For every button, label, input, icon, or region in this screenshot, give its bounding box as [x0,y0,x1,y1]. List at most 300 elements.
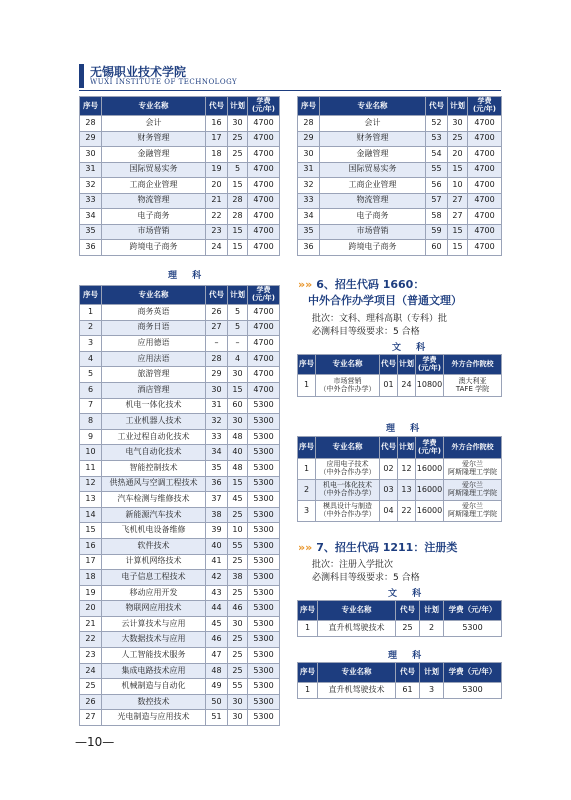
col-no: 序号 [80,286,102,305]
table-cell: 19 [80,585,102,601]
section-7-batch: 批次：注册入学批次 [312,560,394,570]
table-cell: 54 [426,147,448,163]
table-row [80,663,280,679]
table-cell: 22 [206,209,228,225]
table-cell: 直升机驾驶技术 [318,683,396,699]
table-cell: 25 [228,632,248,648]
table-cell: 20 [448,147,468,163]
table-cell: 7 [80,398,102,414]
table-cell: 31 [80,162,102,178]
table-row [80,398,280,414]
table-row [298,147,502,163]
section-6-batch: 批次：文科、理科高职（专科）批 [312,314,448,324]
table-cell: 5300 [248,538,280,554]
table-cell: 4700 [468,178,502,194]
table-cell: 金融管理 [320,147,426,163]
table-cell: 18 [206,147,228,163]
col-fee: 学费 (元/年) [248,97,280,116]
table-cell: 2 [80,320,102,336]
table-cell: 15 [228,240,248,256]
table-row [298,131,502,147]
table-row [80,178,280,194]
table-cell: 28 [80,116,102,132]
table-row [80,601,280,617]
table-cell: 5300 [248,460,280,476]
table-row [80,193,280,209]
table-cell: 45 [228,492,248,508]
wenke-label-7: 文 科 [388,589,428,599]
table-cell: 国际贸易实务 [320,162,426,178]
table-cell: 40 [206,538,228,554]
table-row [80,240,280,256]
col-code: 代号 [396,601,420,621]
table-cell: 跨境电子商务 [102,240,206,256]
table-row [80,116,280,132]
table-cell: 物联网应用技术 [102,601,206,617]
table-cell: 5300 [248,429,280,445]
table-cell: 13 [398,480,416,501]
table-cell: 5300 [248,585,280,601]
table-cell: 15 [448,162,468,178]
table-cell: 46 [228,601,248,617]
col-no: 序号 [298,663,318,683]
table-row [298,178,502,194]
table-cell: 5300 [248,476,280,492]
table-6-wenke [297,354,502,397]
table-cell: 30 [228,616,248,632]
table-cell: 14 [80,507,102,523]
col-plan: 计划 [228,286,248,305]
table-cell: 46 [206,632,228,648]
table-cell: 数控技术 [102,694,206,710]
col-code: 代号 [426,97,448,116]
table-cell: 28 [298,116,320,132]
table-cell: 11 [80,460,102,476]
table-cell: 30 [448,116,468,132]
table-cell: 49 [206,679,228,695]
table-row [80,209,280,225]
table-cell: 02 [380,459,398,480]
table-cell: 60 [228,398,248,414]
col-plan: 计划 [398,437,416,459]
table-cell: 37 [206,492,228,508]
col-fee: 学费 (元/年) [468,97,502,116]
table-cell: 供热通风与空调工程技术 [102,476,206,492]
table-row [80,492,280,508]
table-cell: 工业机器人技术 [102,414,206,430]
table-row [298,459,502,480]
table-cell: 计算机网络技术 [102,554,206,570]
table-cell: 澳大利亚 TAFE 学院 [444,375,502,397]
table-cell: 2 [298,480,316,501]
table-cell: 4 [228,351,248,367]
table-cell: 36 [298,240,320,256]
table-cell: 34 [298,209,320,225]
table-cell: 9 [80,429,102,445]
table-cell: 32 [206,414,228,430]
table-cell: 15 [448,240,468,256]
table-cell: 国际贸易实务 [102,162,206,178]
table-row [298,240,502,256]
table-cell: 电气自动化技术 [102,445,206,461]
table-cell: 会计 [102,116,206,132]
table-row [298,375,502,397]
table-cell: 电子商务 [102,209,206,225]
table-cell: 4700 [248,162,280,178]
table-cell: 4700 [248,351,280,367]
table-cell: 57 [426,193,448,209]
table-cell: 飞机机电设备维修 [102,523,206,539]
table-cell: 4700 [248,240,280,256]
table-cell: 人工智能技术服务 [102,648,206,664]
table-cell: 28 [206,351,228,367]
table-cell: 5300 [248,570,280,586]
table-wenke-continued-left [79,96,280,256]
table-row [80,679,280,695]
col-partner: 外方合作院校 [444,437,502,459]
table-cell: 16000 [416,480,444,501]
col-fee: 学费 (元/年) [416,355,444,375]
col-plan: 计划 [228,97,248,116]
table-cell: 30 [80,147,102,163]
table-cell: 1 [80,305,102,321]
table-row [80,710,280,726]
table-cell: 商务英语 [102,305,206,321]
table-row [298,501,502,522]
table-cell: 5300 [248,648,280,664]
table-cell: 30 [228,116,248,132]
table-cell: 45 [206,616,228,632]
col-no: 序号 [298,355,316,375]
table-cell: 61 [396,683,420,699]
section-6-subtitle: 中外合作办学项目（普通文理） [308,294,462,307]
table-cell: 28 [228,193,248,209]
table-cell: 25 [228,585,248,601]
table-cell: 5300 [248,398,280,414]
table-cell: 5 [228,162,248,178]
table-6-like [297,436,502,522]
table-cell: 1 [298,375,316,397]
table-cell: 15 [80,523,102,539]
table-wenke-continued-right [297,96,502,256]
table-cell: 41 [206,554,228,570]
table-cell: 会计 [320,116,426,132]
header-divider [79,90,501,91]
table-cell: 20 [80,601,102,617]
table-cell: 软件技术 [102,538,206,554]
school-title: 无锡职业技术学院 [90,65,187,79]
table-cell: 云计算技术与应用 [102,616,206,632]
table-cell: 物流管理 [320,193,426,209]
table-cell: 19 [206,162,228,178]
table-cell: 酒店管理 [102,382,206,398]
table-cell: 机械制造与自动化 [102,679,206,695]
wenke-label-6: 文 科 [392,343,432,353]
table-row [298,621,502,637]
col-fee: 学费 (元/年) [416,437,444,459]
table-row [80,632,280,648]
section-6-code: 6、招生代码 1660： [316,278,425,291]
table-cell: 5300 [248,694,280,710]
table-cell: 27 [448,193,468,209]
table-cell: 23 [206,224,228,240]
table-cell: 48 [228,429,248,445]
table-cell: 4700 [248,336,280,352]
table-cell: 财务管理 [320,131,426,147]
table-cell: 56 [426,178,448,194]
table-cell: 26 [206,305,228,321]
table-cell: 15 [448,224,468,240]
table-cell: 8 [80,414,102,430]
table-row [298,193,502,209]
table-cell: 4700 [468,162,502,178]
table-cell: 电子商务 [320,209,426,225]
table-cell: 44 [206,601,228,617]
table-7-like [297,662,502,699]
table-cell: 10 [80,445,102,461]
table-cell: 25 [228,554,248,570]
table-cell: 29 [298,131,320,147]
table-cell: 金融管理 [102,147,206,163]
table-row [80,648,280,664]
table-row [80,570,280,586]
col-fee: 学费（元/年） [444,663,502,683]
table-cell: 4700 [248,131,280,147]
table-row [80,554,280,570]
col-no: 序号 [298,97,320,116]
table-row [80,538,280,554]
table-cell: 35 [80,224,102,240]
section-7-code: 7、招生代码 1211：注册类 [316,541,458,554]
table-cell: 25 [396,621,420,637]
table-row [80,523,280,539]
table-row [80,336,280,352]
table-cell: 38 [228,570,248,586]
table-cell: 16 [80,538,102,554]
table-cell: – [206,336,228,352]
table-cell: 5 [228,320,248,336]
arrows-icon: »» [298,541,313,554]
table-cell: 59 [426,224,448,240]
table-cell: 1 [298,621,318,637]
table-cell: 应用法语 [102,351,206,367]
table-cell: 5300 [248,632,280,648]
table-cell: 38 [206,507,228,523]
table-cell: 28 [228,209,248,225]
table-cell: 5300 [248,616,280,632]
table-cell: 市场营销 [102,224,206,240]
logo-mark [79,64,84,88]
col-major: 专业名称 [318,663,396,683]
table-cell: 21 [206,193,228,209]
table-cell: 工业过程自动化技术 [102,429,206,445]
table-cell: 10 [448,178,468,194]
table-cell: 25 [448,131,468,147]
table-cell: 5300 [248,414,280,430]
table-cell: 55 [426,162,448,178]
table-cell: 3 [80,336,102,352]
table-cell: 集成电路技术应用 [102,663,206,679]
table-cell: 50 [206,694,228,710]
table-row [80,694,280,710]
col-fee: 学费 (元/年) [248,286,280,305]
table-cell: 30 [228,414,248,430]
school-subtitle: WUXI INSTITUTE OF TECHNOLOGY [90,78,238,86]
table-row [298,162,502,178]
table-cell: 33 [80,193,102,209]
table-cell: 24 [206,240,228,256]
table-cell: 新能源汽车技术 [102,507,206,523]
arrows-icon: »» [298,278,313,291]
table-cell: 22 [398,501,416,522]
table-row [298,116,502,132]
table-row [80,351,280,367]
table-cell: 1 [298,459,316,480]
table-cell: 市场营销 （中外合作办学） [316,375,380,397]
table-cell: 33 [298,193,320,209]
table-row [80,131,280,147]
table-cell: 4700 [468,240,502,256]
table-cell: 16000 [416,459,444,480]
table-cell: 55 [228,679,248,695]
table-cell: 5 [80,367,102,383]
table-row [80,585,280,601]
table-cell: 48 [228,460,248,476]
table-row [80,460,280,476]
table-cell: 36 [206,476,228,492]
section-6-requirement: 必测科目等级要求：5 合格 [312,327,420,337]
table-cell: 10800 [416,375,444,397]
table-cell: 4700 [248,382,280,398]
table-cell: 35 [298,224,320,240]
table-cell: 4700 [248,116,280,132]
col-code: 代号 [396,663,420,683]
section-6-title [298,276,424,292]
table-cell: 5300 [248,710,280,726]
col-major: 专业名称 [318,601,396,621]
table-row [80,445,280,461]
table-cell: 汽车检测与维修技术 [102,492,206,508]
col-plan: 计划 [398,355,416,375]
table-cell: 5300 [444,683,502,699]
table-cell: 31 [298,162,320,178]
table-cell: 财务管理 [102,131,206,147]
table-cell: 16000 [416,501,444,522]
table-7-wenke [297,600,502,637]
table-cell: 光电制造与应用技术 [102,710,206,726]
col-major: 专业名称 [316,437,380,459]
table-row [80,147,280,163]
table-cell: 直升机驾驶技术 [318,621,396,637]
table-cell: 5300 [248,554,280,570]
table-row [80,305,280,321]
table-cell: 4700 [468,224,502,240]
table-cell: 4700 [468,147,502,163]
table-row [298,224,502,240]
table-cell: 33 [206,429,228,445]
table-cell: 跨境电子商务 [320,240,426,256]
table-cell: 16 [206,116,228,132]
table-row [80,476,280,492]
table-cell: 35 [206,460,228,476]
col-no: 序号 [298,601,318,621]
table-cell: 4700 [248,209,280,225]
table-cell: 15 [228,476,248,492]
table-cell: 6 [80,382,102,398]
table-cell: 25 [80,679,102,695]
table-cell: 4700 [248,193,280,209]
table-cell: 20 [206,178,228,194]
table-cell: 51 [206,710,228,726]
table-cell: 30 [228,710,248,726]
table-cell: 5300 [248,601,280,617]
table-cell: 25 [228,147,248,163]
table-cell: 30 [206,382,228,398]
table-cell: 15 [228,382,248,398]
table-cell: 29 [80,131,102,147]
table-cell: 市场营销 [320,224,426,240]
table-row [298,683,502,699]
col-plan: 计划 [420,601,444,621]
table-cell: 4700 [468,116,502,132]
table-cell: 电子信息工程技术 [102,570,206,586]
table-cell: 机电一体化技术 [102,398,206,414]
table-cell: 52 [426,116,448,132]
table-cell: 3 [420,683,444,699]
table-cell: 3 [298,501,316,522]
table-cell: 爱尔兰 阿斯隆理工学院 [444,459,502,480]
table-row [80,507,280,523]
table-row [80,414,280,430]
table-cell: 47 [206,648,228,664]
table-cell: 4700 [248,305,280,321]
table-like-left [79,285,280,726]
table-cell: 5300 [248,445,280,461]
table-cell: 24 [80,663,102,679]
table-cell: 12 [80,476,102,492]
table-cell: 5300 [248,523,280,539]
col-code: 代号 [380,355,398,375]
table-cell: 5300 [444,621,502,637]
table-cell: 04 [380,501,398,522]
table-cell: 4700 [468,209,502,225]
table-cell: 17 [206,131,228,147]
table-row [80,162,280,178]
col-code: 代号 [206,97,228,116]
table-cell: 32 [298,178,320,194]
table-row [298,480,502,501]
like-label-7: 理 科 [388,651,428,661]
table-cell: 22 [80,632,102,648]
table-cell: 15 [228,178,248,194]
table-cell: 32 [80,178,102,194]
table-cell: 10 [228,523,248,539]
table-row [80,367,280,383]
table-cell: 39 [206,523,228,539]
table-cell: 23 [80,648,102,664]
col-no: 序号 [298,437,316,459]
section-7-title [298,539,457,555]
col-major: 专业名称 [316,355,380,375]
table-cell: 爱尔兰 阿斯隆理工学院 [444,480,502,501]
table-row [80,429,280,445]
table-cell: 机电一体化技术 （中外合作办学） [316,480,380,501]
table-cell: 58 [426,209,448,225]
table-cell: 40 [228,445,248,461]
table-cell: 应用电子技术 （中外合作办学） [316,459,380,480]
like-label-6: 理 科 [386,424,426,434]
table-cell: 18 [80,570,102,586]
